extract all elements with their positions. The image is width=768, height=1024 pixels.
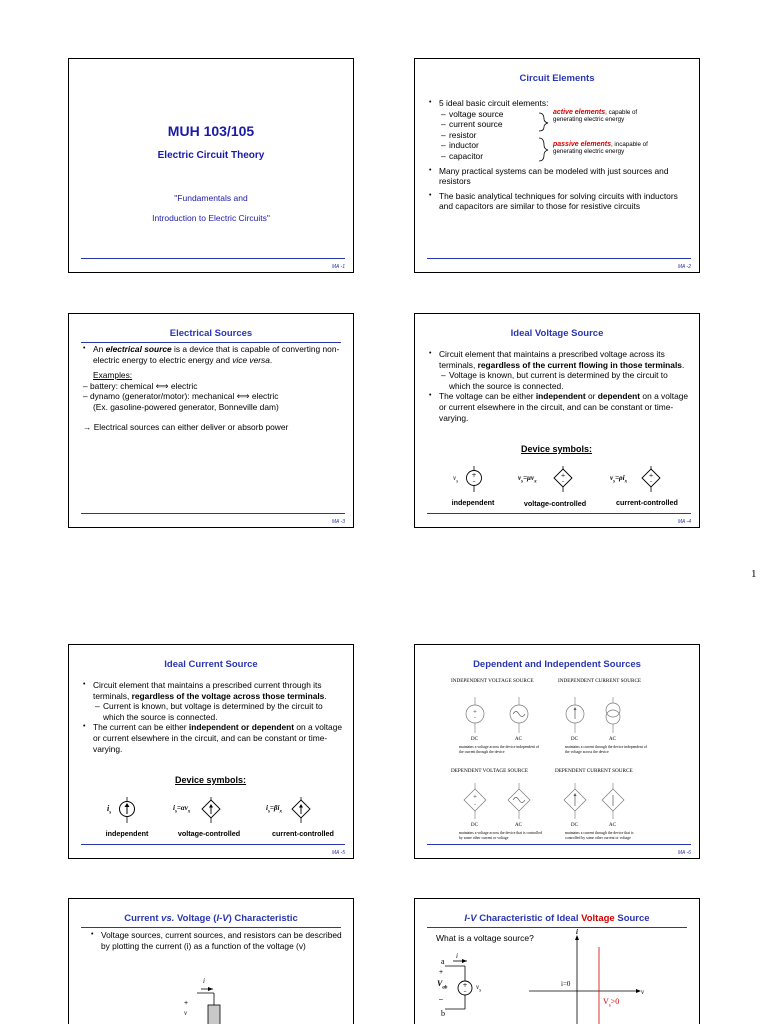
slide-3 bbox=[68, 313, 354, 528]
course-title: MUH 103/105 bbox=[167, 123, 255, 139]
conclusion: → Electrical sources can either deliver or absorb power bbox=[83, 421, 289, 432]
description: maintains a current through the device that is controlled by some other current or voltage bbox=[565, 831, 634, 840]
title-rule bbox=[81, 927, 341, 928]
description: maintains a voltage across the device that is controlled by some other current or voltage bbox=[459, 831, 542, 840]
bullet: • Circuit element that maintains a prescribed voltage across its terminals, regardless of the current flowing in those terminals. bbox=[429, 349, 689, 370]
ac-label: AC bbox=[515, 737, 522, 742]
slide-6 bbox=[414, 644, 700, 859]
question: What is a voltage source? bbox=[436, 933, 534, 943]
dc-current-source-icon bbox=[566, 697, 584, 733]
symbol-label: $v_s$ bbox=[453, 474, 459, 485]
symbol-label: $i_s=\alpha v_x$ bbox=[173, 804, 191, 815]
slide-number: MA -3 bbox=[331, 519, 345, 525]
list-item: – inductor bbox=[441, 140, 479, 151]
slide-number: MA -4 bbox=[677, 519, 691, 525]
resistor-diagram bbox=[189, 985, 229, 1024]
minus-sign: – bbox=[439, 996, 443, 1003]
description: maintains a voltage across the device independent of the current through the device bbox=[459, 745, 540, 754]
slide-title: Dependent and Independent Sources bbox=[473, 659, 641, 670]
vs-label: $v_s$ bbox=[476, 983, 482, 994]
section-heading: DEPENDENT VOLTAGE SOURCE bbox=[451, 768, 529, 774]
list-item: – resistor bbox=[441, 129, 477, 140]
footer-rule bbox=[427, 844, 691, 845]
slide-4 bbox=[414, 313, 700, 528]
examples-heading: Examples: bbox=[93, 370, 133, 381]
symbol-caption: current-controlled bbox=[272, 829, 334, 838]
dc-dependent-current-source-icon bbox=[564, 783, 586, 819]
ac-voltage-source-icon bbox=[510, 697, 528, 733]
slide-number: MA -5 bbox=[331, 850, 345, 856]
svg-text:+: + bbox=[462, 982, 468, 989]
svg-text:–: – bbox=[561, 479, 565, 485]
axis-i-label: i bbox=[576, 928, 578, 936]
active-note: active elements, capable of generating electric energy bbox=[553, 108, 638, 124]
bullet: • 5 ideal basic circuit elements: bbox=[429, 98, 689, 109]
dc-label: DC bbox=[571, 823, 578, 828]
symbol-label: $v_s=\rho i_x$ bbox=[610, 474, 628, 485]
svg-text:+: + bbox=[560, 473, 566, 479]
vs-positive-label: $V_s>0$ bbox=[603, 997, 620, 1009]
slide-title: I-V Characteristic of Ideal Voltage Source bbox=[464, 913, 650, 924]
slide-title: Current vs. Voltage (I-V) Characteristic bbox=[124, 913, 298, 924]
iv-plot bbox=[525, 933, 645, 1024]
slide-title: Ideal Current Source bbox=[164, 659, 258, 670]
svg-text:–: – bbox=[649, 479, 653, 485]
footer-rule bbox=[81, 513, 345, 514]
double-arrow-icon: ⟺ bbox=[236, 391, 250, 402]
slide-8 bbox=[414, 898, 700, 1024]
dc-label: DC bbox=[471, 823, 478, 828]
slide-body bbox=[429, 349, 689, 423]
independent-sources-diagram bbox=[461, 697, 661, 735]
footer-rule bbox=[427, 513, 691, 514]
plus-sign: + bbox=[439, 969, 444, 976]
title-rule bbox=[427, 927, 687, 928]
sub-bullet: – Current is known, but voltage is determined by the circuit to which the source is connected. bbox=[95, 701, 323, 722]
voltage-label: v bbox=[184, 1009, 188, 1017]
slide-2 bbox=[414, 58, 700, 273]
svg-text:+: + bbox=[472, 709, 478, 715]
ac-label: AC bbox=[609, 823, 616, 828]
slide-title: Ideal Voltage Source bbox=[510, 328, 604, 339]
i-zero-label: i=0 bbox=[561, 980, 571, 988]
current-source-icon bbox=[117, 797, 137, 823]
section-heading: INDEPENDENT VOLTAGE SOURCE bbox=[451, 678, 534, 684]
ac-label: AC bbox=[515, 823, 522, 828]
dc-dependent-voltage-source-icon bbox=[464, 783, 486, 819]
slide-body bbox=[91, 930, 343, 951]
dependent-current-source-icon bbox=[290, 797, 312, 823]
symbol-label: $i_s$ bbox=[107, 804, 112, 816]
bullet: • The current can be either independent or dependent on a voltage or current elsewhere in the circuit, and can be constant or time-varying. bbox=[83, 722, 343, 754]
slide-body bbox=[83, 680, 343, 754]
slide-1 bbox=[68, 58, 354, 273]
ac-label: AC bbox=[609, 737, 616, 742]
vab-label: $V_{ab}$ bbox=[437, 979, 448, 991]
description: maintains a current through the device independent of the voltage across the device bbox=[565, 745, 647, 754]
title-rule bbox=[81, 342, 341, 343]
terminal-b: b bbox=[441, 1009, 445, 1018]
list-item: – capacitor bbox=[441, 150, 483, 161]
bullet: • Voltage sources, current sources, and resistors can be described by plotting the current (i) as a function of the voltage (v) bbox=[91, 930, 343, 951]
voltage-source-icon bbox=[464, 466, 484, 492]
course-subtitle: Electric Circuit Theory bbox=[157, 150, 265, 161]
dependent-sources-diagram bbox=[461, 783, 661, 821]
bullet: • An electrical source is a device that is capable of converting non-electric energy to electric energy and vice versa. bbox=[83, 344, 343, 365]
dc-label: DC bbox=[471, 737, 478, 742]
slide-number: MA -6 bbox=[677, 850, 691, 856]
current-label: i bbox=[203, 977, 205, 985]
axis-v-label: v bbox=[641, 988, 645, 996]
bullet: • Many practical systems can be modeled with just sources and resistors bbox=[429, 166, 689, 187]
element-list bbox=[429, 109, 689, 162]
ac-dependent-current-source-icon bbox=[602, 783, 624, 819]
slide-number: MA -2 bbox=[677, 264, 691, 270]
symbol-caption: voltage-controlled bbox=[523, 499, 587, 508]
plus-sign: + bbox=[184, 1000, 189, 1007]
quote-line-1: "Fundamentals and bbox=[174, 193, 248, 203]
svg-text:–: – bbox=[472, 478, 476, 485]
dependent-current-source-icon bbox=[200, 797, 222, 823]
dependent-voltage-source-icon bbox=[640, 466, 662, 492]
double-arrow-icon: ⟺ bbox=[155, 380, 169, 391]
svg-text:–: – bbox=[463, 988, 467, 995]
current-label: i bbox=[456, 952, 458, 960]
device-symbols-heading: Device symbols: bbox=[175, 775, 247, 785]
symbol-label: $i_s=\beta i_x$ bbox=[266, 804, 282, 815]
symbol-caption: independent bbox=[105, 829, 149, 838]
list-item: – voltage source bbox=[441, 108, 504, 119]
slide-title: Electrical Sources bbox=[169, 328, 253, 339]
device-symbols-heading: Device symbols: bbox=[521, 444, 593, 454]
voltage-source-circuit bbox=[445, 957, 485, 1019]
slide-7 bbox=[68, 898, 354, 1024]
svg-text:+: + bbox=[648, 473, 654, 479]
brace-icon bbox=[537, 109, 553, 165]
section-heading: INDEPENDENT CURRENT SOURCE bbox=[558, 678, 642, 684]
example-note: (Ex. gasoline-powered generator, Bonneville dam) bbox=[93, 401, 279, 412]
section-heading: DEPENDENT CURRENT SOURCE bbox=[555, 768, 633, 774]
svg-text:–: – bbox=[473, 715, 477, 721]
bullet: • Circuit element that maintains a prescribed current through its terminals, regardless of the voltage across those terminals. bbox=[83, 680, 343, 701]
terminal-a: a bbox=[441, 957, 445, 966]
dc-label: DC bbox=[571, 737, 578, 742]
list-item: – current source bbox=[441, 119, 503, 130]
symbol-label: $v_s=\mu v_x$ bbox=[518, 474, 537, 485]
bullet: • The voltage can be either independent or dependent on a voltage or current elsewhere in the circuit, and can be constant or time-varying. bbox=[429, 391, 689, 423]
symbol-caption: independent bbox=[451, 498, 495, 507]
page-number: 1 bbox=[751, 568, 757, 580]
slide-body bbox=[429, 98, 689, 212]
slide-number: MA -1 bbox=[331, 264, 345, 270]
svg-text:+: + bbox=[471, 472, 477, 479]
svg-text:+: + bbox=[472, 794, 478, 800]
ac-dependent-voltage-source-icon bbox=[508, 783, 530, 819]
svg-text:–: – bbox=[473, 802, 477, 808]
slide-body bbox=[83, 344, 343, 432]
footer-rule bbox=[427, 258, 691, 259]
bullet: • The basic analytical techniques for solving circuits with inductors and capacitors are similar to those for resistive circuits bbox=[429, 191, 689, 212]
dc-voltage-source-icon bbox=[466, 697, 484, 733]
ac-current-source-icon bbox=[606, 697, 620, 733]
footer-rule bbox=[81, 258, 345, 259]
footer-rule bbox=[81, 844, 345, 845]
example-item: – dynamo (generator/motor): mechanical ⟺ electric bbox=[83, 391, 279, 402]
symbol-caption: current-controlled bbox=[616, 498, 678, 507]
passive-note: passive elements, incapable of generating electric energy bbox=[553, 140, 648, 156]
sub-bullet: – Voltage is known, but current is determined by the circuit to which the source is connected. bbox=[441, 370, 668, 391]
slide-title: Circuit Elements bbox=[519, 73, 595, 84]
example-item: – battery: chemical ⟺ electric bbox=[83, 380, 198, 391]
quote-line-2: Introduction to Electric Circuits" bbox=[152, 213, 270, 223]
slide-5 bbox=[68, 644, 354, 859]
symbol-caption: voltage-controlled bbox=[177, 829, 241, 838]
dependent-voltage-source-icon bbox=[552, 466, 574, 492]
